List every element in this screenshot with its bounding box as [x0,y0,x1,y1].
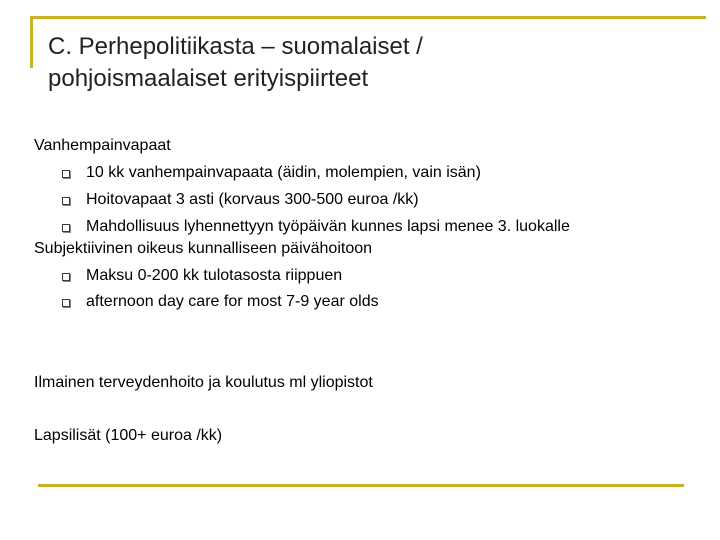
square-bullet-icon [62,273,70,281]
bullet-text: Hoitovapaat 3 asti (korvaus 300-500 euroa /kk) [86,191,419,208]
slide-title-line-1: C. Perhepolitiikasta – suomalaiset / [48,33,423,60]
heading-daycare-right: Subjektiivinen oikeus kunnalliseen päivähoitoon [34,240,373,257]
bullet-text: Mahdollisuus lyhennettyyn työpäivän kunnes lapsi menee 3. luokalle [86,218,570,235]
free-healthcare-education-line: Ilmainen terveydenhoito ja koulutus ml yliopistot [34,374,373,391]
left-accent-rule [30,16,33,68]
child-benefit-line: Lapsilisät (100+ euroa /kk) [34,427,223,444]
top-accent-rule [30,16,706,19]
square-bullet-icon [62,170,70,178]
bullet-text: 10 kk vanhempainvapaata (äidin, molempien, vain isän) [86,164,481,181]
bullet-text: afternoon day care for most 7-9 year olds [86,293,379,310]
slide-title [48,31,688,95]
square-bullet-icon [62,224,70,232]
slide-title-line-2: pohjoismaalaiset erityispiirteet [48,65,369,92]
bullet-text: Maksu 0-200 kk tulotasosta riippuen [86,267,343,284]
heading-parental-leave: Vanhempainvapaat [34,137,171,154]
square-bullet-icon [62,299,70,307]
square-bullet-icon [62,197,70,205]
bottom-accent-rule [38,484,684,487]
